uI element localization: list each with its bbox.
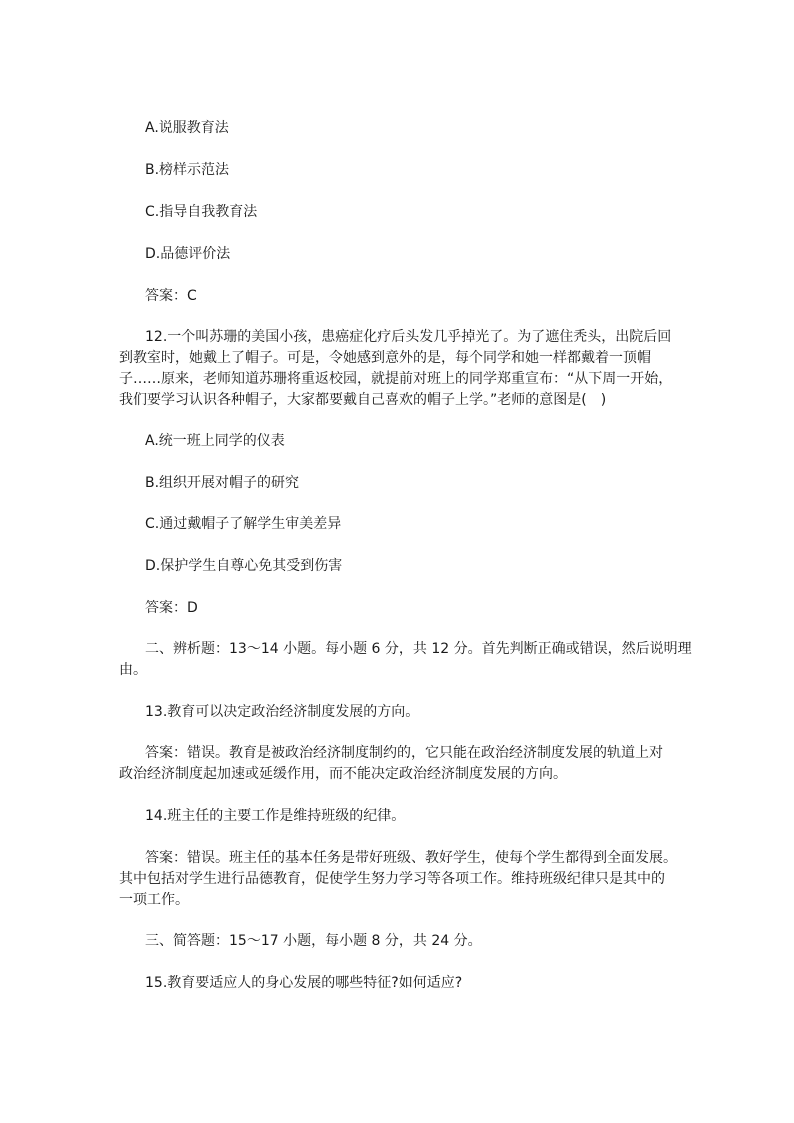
q12-stem-line: 12.一个叫苏珊的美国小孩，患癌症化疗后头发几乎掉光了。为了遮住秃头，出院后回 xyxy=(145,329,672,345)
q12-stem-line: 到教室时，她戴上了帽子。可是，令她感到意外的是，每个同学和她一样都戴着一顶帽 xyxy=(119,350,651,366)
q13-answer xyxy=(119,743,679,785)
q14-answer-line: 其中包括对学生进行品德教育，促使学生努力学习等各项工作。维持班级纪律只是其中的 xyxy=(119,871,665,887)
q12-stem-line: 我们要学习认识各种帽子，大家都要戴自己喜欢的帽子上学。”老师的意图是( ) xyxy=(119,392,607,408)
q14-answer-line: 一项工作。 xyxy=(119,892,189,908)
q15-stem: 15.教育要适应人的身心发展的哪些特征?如何适应? xyxy=(145,975,463,991)
q12-option-c: C.通过戴帽子了解学生审美差异 xyxy=(145,516,342,532)
q13-stem: 13.教育可以决定政治经济制度发展的方向。 xyxy=(145,704,420,720)
q13-answer-line: 政治经济制度起加速或延缓作用，而不能决定政治经济制度发展的方向。 xyxy=(119,766,567,782)
q12-answer: 答案：D xyxy=(145,600,198,616)
q14-answer-line: 答案：错误。班主任的基本任务是带好班级、教好学生，使每个学生都得到全面发展。 xyxy=(145,850,677,866)
section2-heading-line: 二、辨析题：13～14 小题。每小题 6 分，共 12 分。首先判断正确或错误，然后说明理 xyxy=(145,641,692,657)
q12-option-a: A.统一班上同学的仪表 xyxy=(145,433,285,449)
q11-option-b: B.榜样示范法 xyxy=(145,162,230,178)
q14-answer xyxy=(119,848,679,911)
section2-heading-line: 由。 xyxy=(119,662,147,678)
q12-option-b: B.组织开展对帽子的研究 xyxy=(145,475,300,491)
section3-heading: 三、简答题：15～17 小题，每小题 8 分，共 24 分。 xyxy=(145,933,482,949)
q12-stem xyxy=(119,327,679,411)
section2-heading xyxy=(119,639,692,681)
q11-answer: 答案：C xyxy=(145,288,197,304)
q11-option-d: D.品德评价法 xyxy=(145,246,231,262)
q12-option-d: D.保护学生自尊心免其受到伤害 xyxy=(145,558,343,574)
q11-option-a: A.说服教育法 xyxy=(145,120,229,136)
q12-stem-line: 子……原来，老师知道苏珊将重返校园，就提前对班上的同学郑重宣布：“从下周一开始， xyxy=(119,371,673,387)
q14-stem: 14.班主任的主要工作是维持班级的纪律。 xyxy=(145,808,406,824)
q11-option-c: C.指导自我教育法 xyxy=(145,204,258,220)
q13-answer-line: 答案：错误。教育是被政治经济制度制约的，它只能在政治经济制度发展的轨道上对 xyxy=(145,745,663,761)
